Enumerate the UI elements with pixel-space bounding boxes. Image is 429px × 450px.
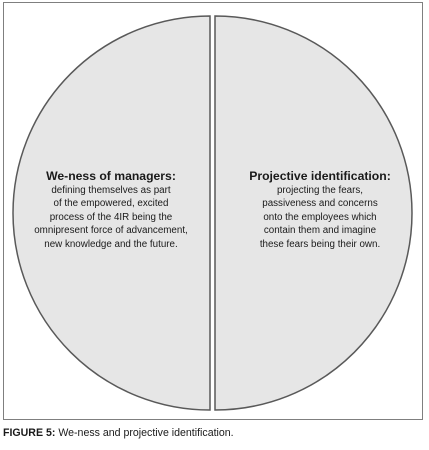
right-half-title: Projective identification:	[249, 169, 391, 183]
left-half-title: We-ness of managers:	[46, 169, 176, 183]
caption-text: We-ness and projective identification.	[55, 427, 234, 439]
caption-label: FIGURE 5:	[3, 427, 56, 439]
left-half-text	[2, 168, 220, 251]
left-half-line: new knowledge and the future.	[44, 238, 178, 250]
right-half-line: onto the employees which	[263, 211, 377, 223]
right-half-text	[222, 168, 418, 251]
left-half-line: defining themselves as part	[51, 185, 171, 196]
right-half-line: passiveness and concerns	[262, 198, 378, 210]
left-half-line: process of the 4IR being the	[49, 211, 173, 223]
right-half-line: these fears being their own.	[259, 238, 381, 250]
left-half-line: omnipresent force of advancement,	[34, 225, 188, 237]
figure-caption	[3, 427, 234, 439]
right-half-line: projecting the fears,	[276, 185, 364, 196]
left-half-line: of the empowered, excited	[53, 198, 169, 210]
right-half-line: contain them and imagine	[263, 225, 377, 237]
